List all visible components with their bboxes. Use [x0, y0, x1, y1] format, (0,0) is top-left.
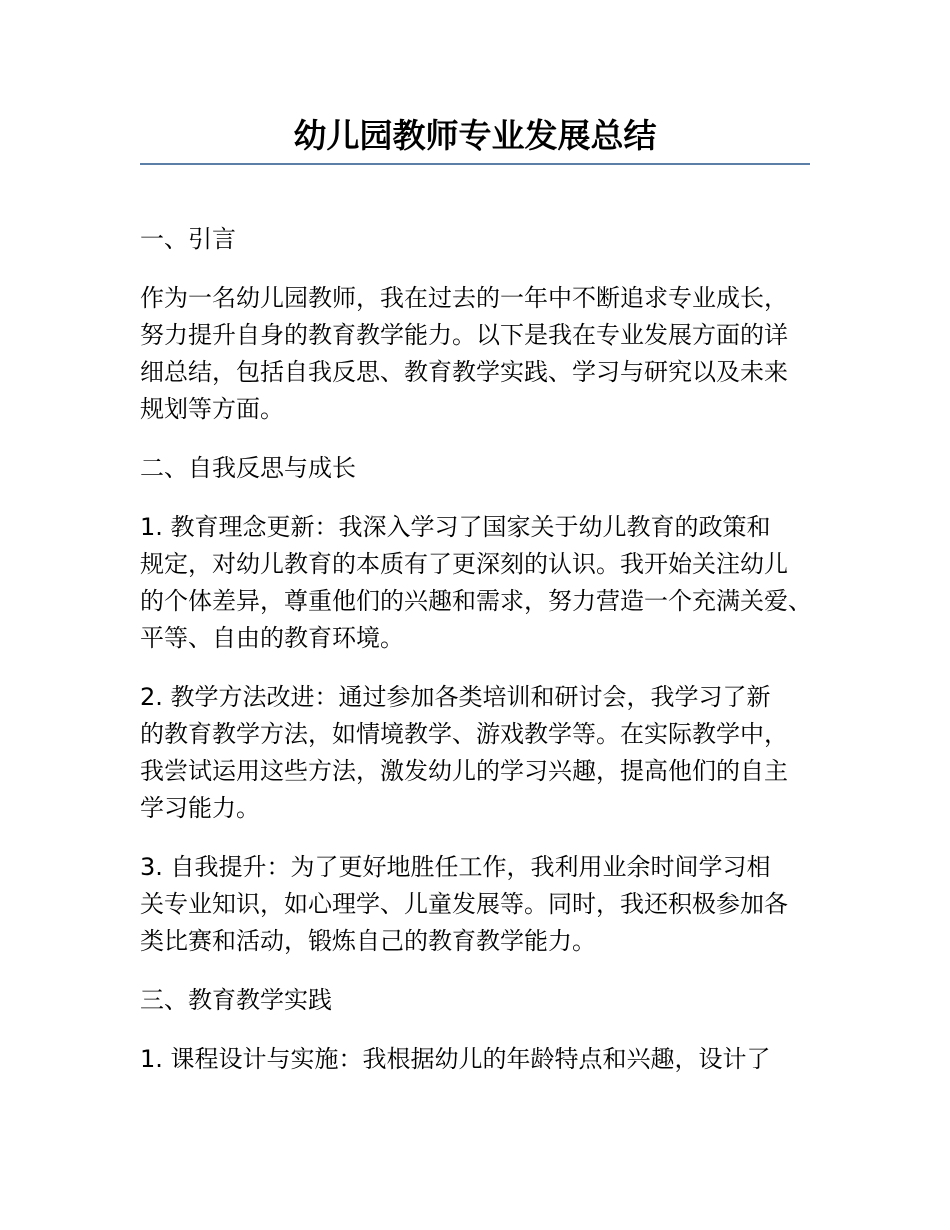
paragraph — [140, 1041, 830, 1078]
text-line: 平等、自由的教育环境。 — [140, 624, 404, 652]
text-line: 关专业知识，如心理学、儿童发展等。同时，我还积极参加各 — [140, 890, 788, 918]
text-line: 三、教育教学实践 — [140, 986, 332, 1014]
title-underline — [140, 163, 810, 165]
text-line: 1. 教育理念更新：我深入学习了国家关于幼儿教育的政策和 — [140, 513, 771, 541]
text-line: 作为一名幼儿园教师，我在过去的一年中不断追求专业成长， — [140, 284, 788, 312]
text-line: 二、自我反思与成长 — [140, 454, 356, 482]
paragraph — [140, 509, 830, 657]
paragraph — [140, 849, 830, 960]
text-line: 2. 教学方法改进：通过参加各类培训和研讨会，我学习了新 — [140, 683, 771, 711]
text-line: 的教育教学方法，如情境教学、游戏教学等。在实际教学中， — [140, 720, 788, 748]
document-title: 幼儿园教师专业发展总结 — [293, 116, 657, 155]
document-body — [140, 221, 830, 1100]
section-heading — [140, 450, 830, 487]
text-line: 细总结，包括自我反思、教育教学实践、学习与研究以及未来 — [140, 358, 788, 386]
section-heading — [140, 221, 830, 258]
text-line: 规定，对幼儿教育的本质有了更深刻的认识。我开始关注幼儿 — [140, 550, 788, 578]
text-line: 一、引言 — [140, 225, 236, 253]
text-line: 的个体差异，尊重他们的兴趣和需求，努力营造一个充满关爱、 — [140, 587, 812, 615]
text-line: 类比赛和活动，锻炼自己的教育教学能力。 — [140, 927, 596, 955]
text-line: 1. 课程设计与实施：我根据幼儿的年龄特点和兴趣，设计了 — [140, 1045, 771, 1073]
text-line: 规划等方面。 — [140, 395, 284, 423]
text-line: 我尝试运用这些方法，激发幼儿的学习兴趣，提高他们的自主 — [140, 757, 788, 785]
text-line: 努力提升自身的教育教学能力。以下是我在专业发展方面的详 — [140, 321, 788, 349]
paragraph — [140, 679, 830, 827]
paragraph — [140, 280, 830, 428]
text-line: 学习能力。 — [140, 794, 260, 822]
text-line: 3. 自我提升：为了更好地胜任工作，我利用业余时间学习相 — [140, 853, 771, 881]
section-heading — [140, 982, 830, 1019]
